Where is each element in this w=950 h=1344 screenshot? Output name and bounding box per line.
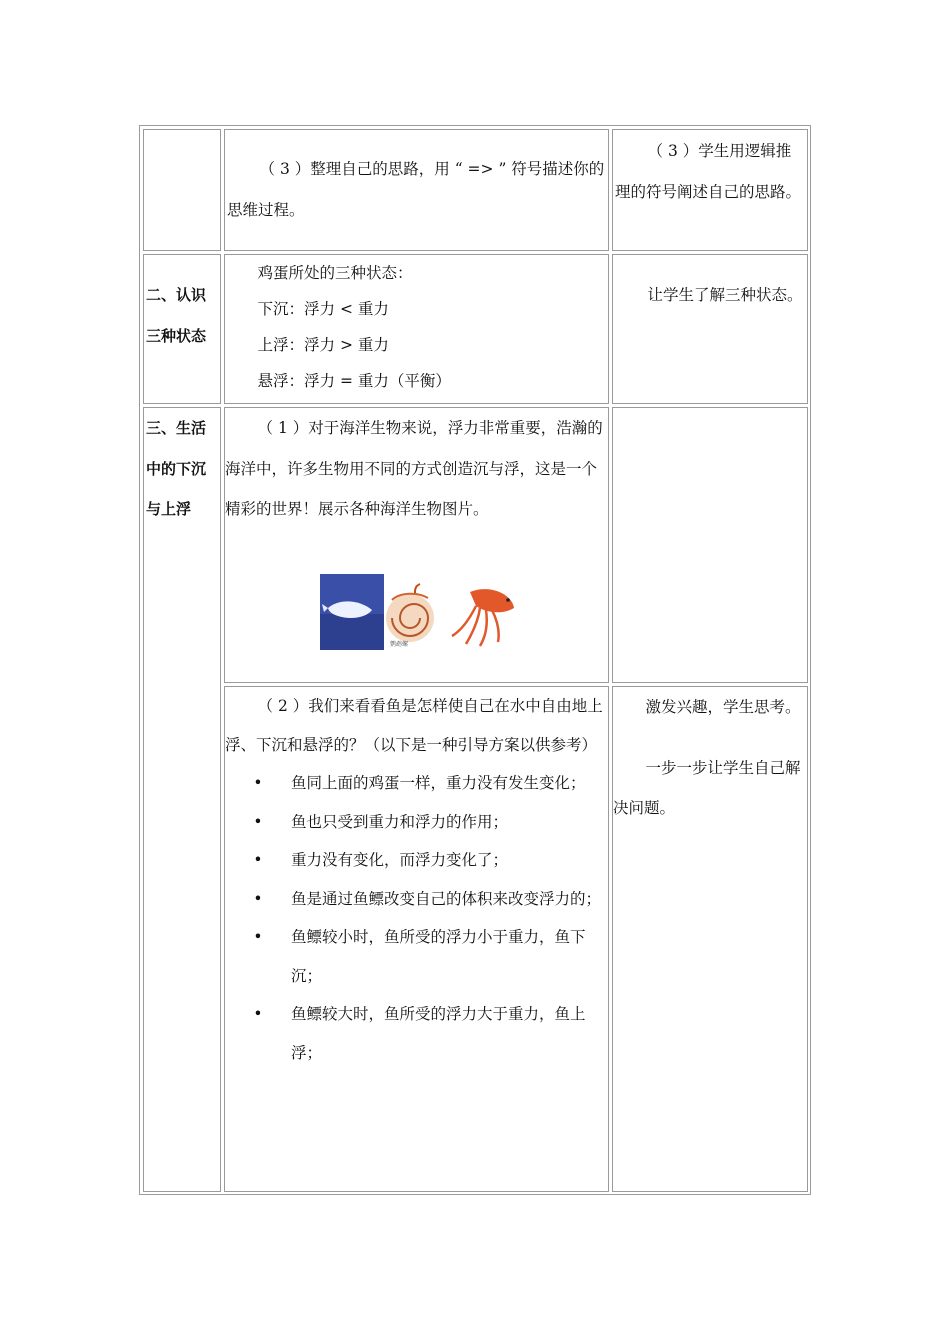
states-line-4: 悬浮：浮力 = 重力（平衡）: [257, 372, 451, 390]
row3-right-cell: [612, 407, 808, 683]
row4-right-cell: [612, 686, 808, 1192]
row1-left-cell: [143, 129, 221, 251]
states-line-1: 鸡蛋所处的三种状态：: [257, 264, 413, 282]
states-line-2: 下沉：浮力 < 重力: [257, 300, 389, 318]
row2-left-cell: [143, 254, 221, 404]
row3-left-cell: [143, 407, 221, 1192]
bullet-2: • 鱼也只受到重力和浮力的作用；: [253, 812, 509, 831]
row1-right-text: （ 3 ）学生用逻辑推理的符号阐述自己的思路。: [615, 142, 802, 201]
bullet-1: • 鱼同上面的鸡蛋一样，重力没有发生变化；: [253, 774, 586, 792]
bullet-4: • 鱼是通过鱼鳔改变自己的体积来改变浮力的；: [253, 889, 602, 908]
section-heading-two: 二、认识三种状态: [146, 286, 207, 345]
row4-right-text-1: 激发兴趣，学生思考。: [645, 698, 801, 716]
states-line-3: 上浮：浮力 > 重力: [257, 336, 389, 354]
section-heading-three: 三、生活中的下沉与上浮: [146, 419, 207, 518]
row4-mid-cell: [224, 686, 609, 1192]
row3-mid-cell: [224, 407, 609, 683]
bullet-6: • 鱼鳔较大时，鱼所受的浮力大于重力，鱼上浮；: [253, 1005, 586, 1062]
nautilus-icon: [386, 594, 434, 642]
bullet-5: • 鱼鳔较小时，鱼所受的浮力小于重力，鱼下沉；: [253, 928, 586, 985]
bullet-3: • 重力没有变化，而浮力变化了；: [253, 851, 509, 869]
sea-creatures-image: [320, 574, 520, 650]
row3-mid-text: （ 1 ）对于海洋生物来说，浮力非常重要，浩瀚的海洋中，许多生物用不同的方式创造沉与浮，这是一个精彩的世界！展示各种海洋生物图片。: [225, 419, 603, 518]
row1-right-cell: [612, 129, 808, 251]
row2-right-cell: [612, 254, 808, 404]
row2-right-text: 让学生了解三种状态。: [647, 286, 803, 304]
row2-mid-cell: [224, 254, 609, 404]
row4-mid-intro: （ 2 ）我们来看看鱼是怎样使自己在水中自由地上浮、下沉和悬浮的？（以下是一种引导方案以供参考）: [225, 697, 603, 754]
row1-mid-cell: [224, 129, 609, 251]
row1-mid-text: （ 3 ）整理自己的思路，用 “ => ” 符号描述你的思维过程。: [227, 160, 605, 219]
lesson-table: [139, 125, 811, 1195]
svg-text:鹦鹉螺: 鹦鹉螺: [390, 641, 409, 648]
row4-right-text-2: 一步一步让学生自己解决问题。: [613, 758, 801, 817]
